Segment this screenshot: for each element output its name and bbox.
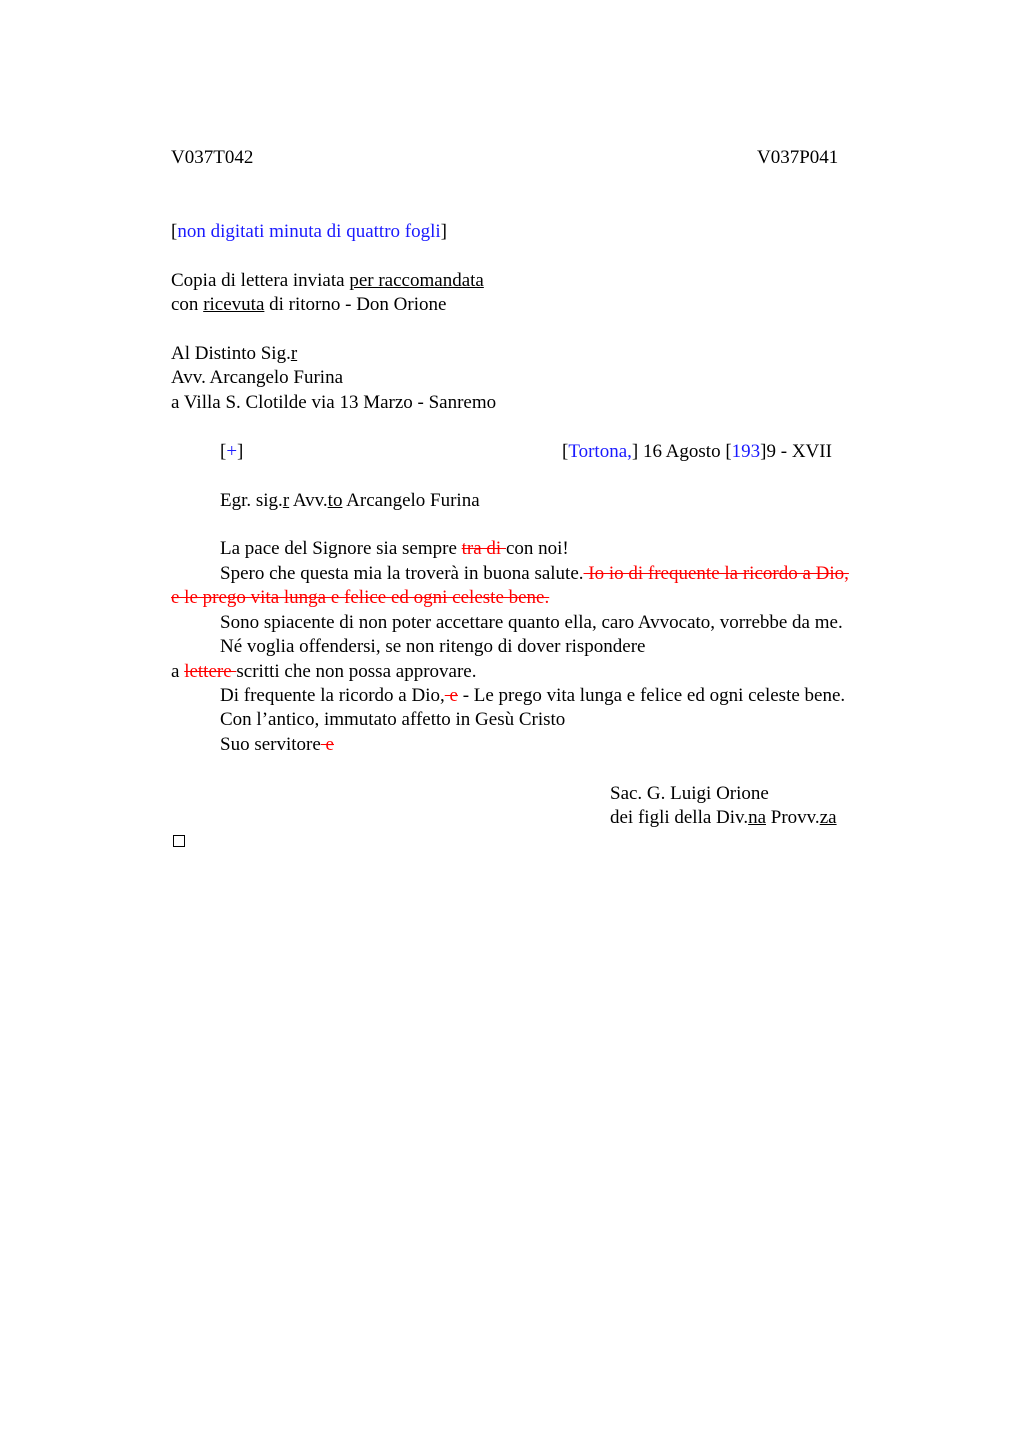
body-line-1: La pace del Signore sia sempre tra di con noi! <box>220 538 569 559</box>
editor-note-text: non digitati minuta di quattro fogli <box>177 221 441 242</box>
document-code-left: V037T042 <box>171 147 254 168</box>
body-line-4: Né voglia offendersi, se non ritengo di dover rispondere <box>220 636 646 657</box>
body-line-5: a lettere scritti che non possa approvare. <box>171 661 477 682</box>
deleted-text: e <box>320 734 334 755</box>
body-line-6: Di frequente la ricordo a Dio, e - Le prego vita lunga e felice ed ogni celeste bene. <box>220 685 846 706</box>
deleted-text: e le prego vita lunga e felice ed ogni celeste bene. <box>171 587 550 608</box>
deleted-text: e <box>444 685 458 706</box>
address-line-2: Avv. Arcangelo Furina <box>171 367 344 388</box>
signature-name: Sac. G. Luigi Orione <box>610 783 769 804</box>
address-line-3: a Villa S. Clotilde via 13 Marzo - Sanremo <box>171 392 497 413</box>
deleted-text: tra di <box>461 538 506 559</box>
copy-note-line-1: Copia di lettera inviata per raccomandata <box>171 270 484 291</box>
body-line-2: Spero che questa mia la troverà in buona salute. Io io di frequente la ricordo a Dio, <box>220 563 849 584</box>
salutation: Egr. sig.r Avv.to Arcangelo Furina <box>220 490 480 511</box>
body-line-7: Con l’antico, immutato affetto in Gesù Cristo <box>220 709 566 730</box>
signature-line-2: dei figli della Div.na Provv.za <box>610 807 837 828</box>
end-mark-box-icon <box>173 835 185 847</box>
document-code-right: V037P041 <box>757 147 839 168</box>
body-line-8: Suo servitore e <box>220 734 334 755</box>
cross-mark: [+] <box>220 441 244 462</box>
place-date: [Tortona,] 16 Agosto [193]9 - XVII <box>562 441 832 462</box>
body-line-3: Sono spiacente di non poter accettare quanto ella, caro Avvocato, vorrebbe da me. <box>220 612 843 633</box>
editor-note: [non digitati minuta di quattro fogli] <box>171 221 447 242</box>
address-line-1: Al Distinto Sig.r <box>171 343 298 364</box>
deleted-text: lettere <box>184 661 237 682</box>
body-line-2-cont <box>171 586 549 610</box>
copy-note-line-2: con ricevuta di ritorno - Don Orione <box>171 294 447 315</box>
deleted-text: Io io di frequente la ricordo a Dio, <box>583 563 849 584</box>
